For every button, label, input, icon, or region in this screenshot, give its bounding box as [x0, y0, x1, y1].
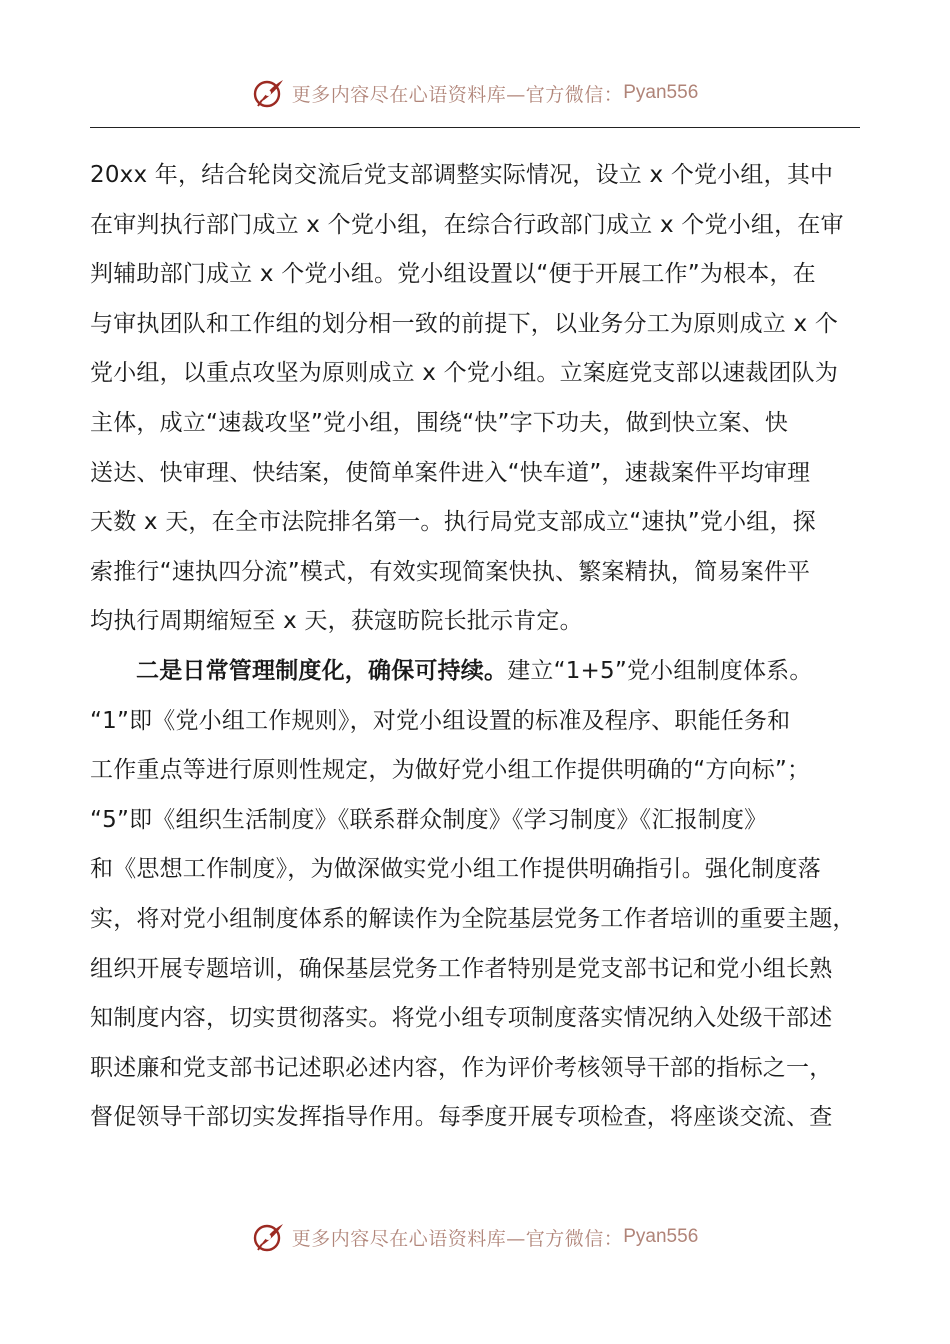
- footer-watermark: [0, 1217, 950, 1257]
- text-line: 实，将对党小组制度体系的解读作为全院基层党务工作者培训的重要主题，: [90, 905, 856, 932]
- text-line: 判辅助部门成立 x 个党小组。党小组设置以“便于开展工作”为根本，在: [90, 261, 816, 288]
- text-line: 知制度内容，切实贯彻落实。将党小组专项制度落实情况纳入处级干部述: [90, 1005, 833, 1032]
- header-watermark-text: 更多内容尽在心语资料库—官方微信：: [291, 83, 624, 106]
- text-line: 均执行周期缩短至 x 天，获寇昉院长批示肯定。: [90, 608, 583, 635]
- document-body: [90, 151, 870, 1143]
- paragraph-2-first-rest: 建立“1+5”党小组制度体系。: [507, 657, 813, 684]
- quill-logo-icon: [252, 76, 286, 110]
- text-line: 职述廉和党支部书记述职必述内容，作为评价考核领导干部的指标之一，: [90, 1054, 833, 1081]
- text-line: 20xx 年，结合轮岗交流后党支部调整实际情况，设立 x 个党小组，其中: [90, 162, 834, 188]
- text-line: 组织开展专题培训，确保基层党务工作者特别是党支部书记和党小组长熟: [90, 955, 833, 982]
- text-line: “5”即《组织生活制度》《联系群众制度》《学习制度》《汇报制度》: [90, 806, 768, 833]
- quill-logo-icon: [252, 1220, 286, 1254]
- text-line: 主体，成立“速裁攻坚”党小组，围绕“快”字下功夫，做到快立案、快: [90, 409, 789, 436]
- text-line: “1”即《党小组工作规则》，对党小组设置的标准及程序、职能任务和: [90, 707, 791, 734]
- header-divider: [90, 127, 860, 128]
- paragraph-2-heading: 二是日常管理制度化，确保可持续。: [136, 657, 508, 684]
- footer-watermark-contact: Pyan556: [623, 1226, 699, 1247]
- text-line: 送达、快审理、快结案，使简单案件进入“快车道”，速裁案件平均审理: [90, 459, 811, 486]
- text-line: 督促领导干部切实发挥指导作用。每季度开展专项检查，将座谈交流、查: [90, 1104, 833, 1131]
- text-line: 在审判执行部门成立 x 个党小组，在综合行政部门成立 x 个党小组，在审: [90, 211, 844, 238]
- text-line: 天数 x 天，在全市法院排名第一。执行局党支部成立“速执”党小组，探: [90, 509, 816, 536]
- header-watermark-contact: Pyan556: [623, 82, 699, 103]
- text-line: 工作重点等进行原则性规定，为做好党小组工作提供明确的“方向标”；: [90, 757, 811, 784]
- footer-watermark-text: 更多内容尽在心语资料库—官方微信：: [291, 1227, 624, 1250]
- paragraph-2-first-line: [90, 647, 870, 697]
- text-line: 索推行“速执四分流”模式，有效实现简案快执、繁案精执，简易案件平: [90, 558, 811, 585]
- text-line: 与审执团队和工作组的划分相一致的前提下，以业务分工为原则成立 x 个: [90, 310, 839, 337]
- text-line: 和《思想工作制度》，为做深做实党小组工作提供明确指引。强化制度落: [90, 856, 821, 883]
- header-watermark: [0, 73, 950, 113]
- text-line: 党小组，以重点攻坚为原则成立 x 个党小组。立案庭党支部以速裁团队为: [90, 360, 839, 387]
